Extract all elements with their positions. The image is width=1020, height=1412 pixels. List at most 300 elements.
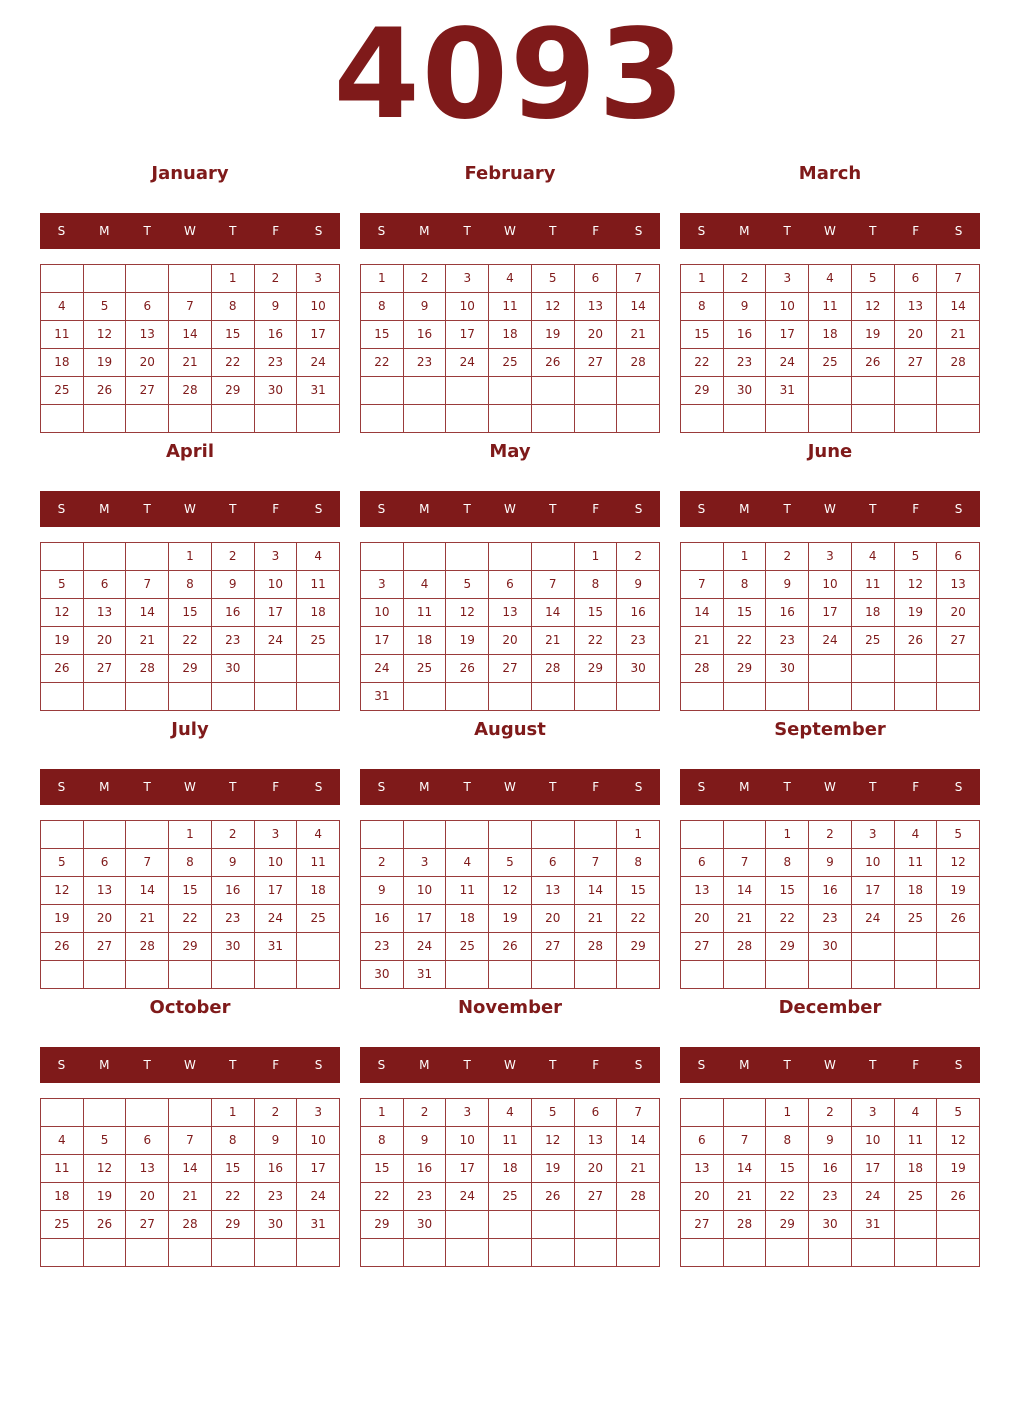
empty-day-cell bbox=[895, 933, 938, 961]
empty-day-cell bbox=[532, 821, 575, 849]
empty-day-cell bbox=[361, 821, 404, 849]
day-cell: 13 bbox=[489, 599, 532, 627]
day-cell: 10 bbox=[255, 849, 298, 877]
empty-day-cell bbox=[532, 543, 575, 571]
day-cell: 4 bbox=[489, 1099, 532, 1127]
empty-day-cell bbox=[532, 1211, 575, 1239]
day-cell: 14 bbox=[169, 1155, 212, 1183]
month-name: February bbox=[464, 163, 556, 184]
day-cell: 12 bbox=[84, 1155, 127, 1183]
day-cell: 22 bbox=[766, 905, 809, 933]
day-cell: 3 bbox=[255, 543, 298, 571]
day-cell: 10 bbox=[404, 877, 447, 905]
weekday-label: S bbox=[954, 224, 963, 238]
weekday-label: W bbox=[184, 224, 196, 238]
day-cell: 7 bbox=[126, 849, 169, 877]
month-name: November bbox=[457, 997, 563, 1018]
weekday-label: F bbox=[592, 224, 600, 238]
day-cell: 18 bbox=[297, 599, 340, 627]
empty-day-cell bbox=[937, 655, 980, 683]
day-cell: 20 bbox=[681, 1183, 724, 1211]
day-cell: 22 bbox=[681, 349, 724, 377]
day-cell: 7 bbox=[532, 571, 575, 599]
day-cell: 17 bbox=[446, 1155, 489, 1183]
empty-day-cell bbox=[84, 543, 127, 571]
day-cell: 19 bbox=[532, 321, 575, 349]
day-cell: 22 bbox=[766, 1183, 809, 1211]
day-cell: 18 bbox=[895, 877, 938, 905]
day-cell: 3 bbox=[297, 265, 340, 293]
empty-day-cell bbox=[255, 405, 298, 433]
empty-day-cell bbox=[617, 683, 660, 711]
weekday-label: T bbox=[783, 224, 791, 238]
empty-day-cell bbox=[575, 961, 618, 989]
day-cell: 21 bbox=[169, 1183, 212, 1211]
day-cell: 5 bbox=[446, 571, 489, 599]
weekday-label: S bbox=[377, 224, 386, 238]
weekday-header bbox=[360, 491, 660, 527]
day-cell: 15 bbox=[212, 1155, 255, 1183]
day-cell: 19 bbox=[446, 627, 489, 655]
day-cell: 13 bbox=[126, 321, 169, 349]
day-cell: 24 bbox=[852, 905, 895, 933]
day-grid bbox=[680, 1098, 980, 1267]
day-cell: 9 bbox=[255, 1127, 298, 1155]
day-cell: 16 bbox=[809, 877, 852, 905]
weekday-label: S bbox=[697, 780, 706, 794]
day-grid bbox=[40, 542, 340, 711]
day-cell: 24 bbox=[852, 1183, 895, 1211]
weekday-label: W bbox=[184, 780, 196, 794]
empty-day-cell bbox=[575, 377, 618, 405]
day-cell: 28 bbox=[126, 933, 169, 961]
day-cell: 10 bbox=[809, 571, 852, 599]
empty-day-cell bbox=[809, 683, 852, 711]
weekday-label: T bbox=[229, 780, 237, 794]
day-cell: 20 bbox=[895, 321, 938, 349]
weekday-header bbox=[40, 213, 340, 249]
day-cell: 22 bbox=[212, 349, 255, 377]
day-cell: 21 bbox=[532, 627, 575, 655]
empty-day-cell bbox=[575, 1211, 618, 1239]
day-cell: 14 bbox=[724, 877, 767, 905]
day-cell: 8 bbox=[617, 849, 660, 877]
empty-day-cell bbox=[681, 543, 724, 571]
day-cell: 23 bbox=[255, 349, 298, 377]
day-cell: 30 bbox=[255, 1211, 298, 1239]
day-cell: 27 bbox=[895, 349, 938, 377]
empty-day-cell bbox=[84, 1239, 127, 1267]
empty-day-cell bbox=[126, 543, 169, 571]
month-september bbox=[680, 715, 980, 989]
day-cell: 12 bbox=[895, 571, 938, 599]
month-february bbox=[360, 159, 660, 433]
day-cell: 8 bbox=[361, 1127, 404, 1155]
empty-day-cell bbox=[937, 933, 980, 961]
month-november bbox=[360, 993, 660, 1267]
empty-day-cell bbox=[361, 1239, 404, 1267]
weekday-label: S bbox=[634, 224, 643, 238]
day-cell: 23 bbox=[212, 627, 255, 655]
day-cell: 16 bbox=[212, 877, 255, 905]
empty-day-cell bbox=[895, 377, 938, 405]
day-cell: 15 bbox=[575, 599, 618, 627]
day-cell: 27 bbox=[84, 933, 127, 961]
weekday-label: W bbox=[824, 1058, 836, 1072]
month-october bbox=[40, 993, 340, 1267]
day-cell: 10 bbox=[852, 1127, 895, 1155]
weekday-label: W bbox=[824, 224, 836, 238]
day-cell: 13 bbox=[895, 293, 938, 321]
empty-day-cell bbox=[212, 683, 255, 711]
weekday-label: S bbox=[954, 1058, 963, 1072]
day-cell: 15 bbox=[212, 321, 255, 349]
day-cell: 19 bbox=[852, 321, 895, 349]
day-cell: 26 bbox=[41, 933, 84, 961]
weekday-label: F bbox=[912, 1058, 920, 1072]
day-cell: 22 bbox=[724, 627, 767, 655]
empty-day-cell bbox=[895, 405, 938, 433]
day-cell: 22 bbox=[361, 1183, 404, 1211]
day-cell: 11 bbox=[852, 571, 895, 599]
day-cell: 29 bbox=[766, 1211, 809, 1239]
day-cell: 1 bbox=[361, 265, 404, 293]
weekday-label: T bbox=[229, 502, 237, 516]
day-cell: 9 bbox=[617, 571, 660, 599]
day-cell: 17 bbox=[297, 1155, 340, 1183]
day-cell: 8 bbox=[766, 1127, 809, 1155]
empty-day-cell bbox=[41, 683, 84, 711]
day-cell: 3 bbox=[255, 821, 298, 849]
day-cell: 6 bbox=[575, 1099, 618, 1127]
weekday-label: T bbox=[549, 1058, 557, 1072]
weekday-header bbox=[360, 213, 660, 249]
day-cell: 15 bbox=[766, 877, 809, 905]
day-cell: 30 bbox=[255, 377, 298, 405]
day-cell: 28 bbox=[575, 933, 618, 961]
day-cell: 18 bbox=[489, 1155, 532, 1183]
day-cell: 7 bbox=[681, 571, 724, 599]
day-cell: 12 bbox=[489, 877, 532, 905]
day-cell: 25 bbox=[446, 933, 489, 961]
day-cell: 6 bbox=[532, 849, 575, 877]
day-cell: 14 bbox=[724, 1155, 767, 1183]
day-cell: 28 bbox=[532, 655, 575, 683]
empty-day-cell bbox=[255, 1239, 298, 1267]
day-cell: 13 bbox=[84, 877, 127, 905]
day-cell: 26 bbox=[852, 349, 895, 377]
day-cell: 24 bbox=[766, 349, 809, 377]
day-cell: 8 bbox=[169, 849, 212, 877]
weekday-label: S bbox=[377, 1058, 386, 1072]
day-cell: 3 bbox=[766, 265, 809, 293]
empty-day-cell bbox=[809, 655, 852, 683]
empty-day-cell bbox=[575, 1239, 618, 1267]
day-cell: 2 bbox=[809, 1099, 852, 1127]
day-cell: 10 bbox=[255, 571, 298, 599]
day-cell: 10 bbox=[852, 849, 895, 877]
day-cell: 11 bbox=[297, 571, 340, 599]
empty-day-cell bbox=[41, 961, 84, 989]
weekday-label: S bbox=[954, 502, 963, 516]
day-cell: 18 bbox=[895, 1155, 938, 1183]
day-cell: 28 bbox=[169, 377, 212, 405]
day-cell: 7 bbox=[575, 849, 618, 877]
day-cell: 28 bbox=[724, 1211, 767, 1239]
empty-day-cell bbox=[41, 543, 84, 571]
weekday-label: M bbox=[419, 1058, 430, 1072]
day-cell: 2 bbox=[809, 821, 852, 849]
weekday-label: M bbox=[739, 780, 750, 794]
day-cell: 30 bbox=[809, 933, 852, 961]
empty-day-cell bbox=[404, 1239, 447, 1267]
day-cell: 14 bbox=[681, 599, 724, 627]
weekday-label: F bbox=[592, 1058, 600, 1072]
day-cell: 14 bbox=[937, 293, 980, 321]
day-grid bbox=[680, 542, 980, 711]
weekday-label: T bbox=[463, 1058, 471, 1072]
day-cell: 15 bbox=[361, 321, 404, 349]
day-cell: 27 bbox=[681, 1211, 724, 1239]
weekday-label: T bbox=[869, 1058, 877, 1072]
empty-day-cell bbox=[126, 961, 169, 989]
day-cell: 4 bbox=[297, 821, 340, 849]
empty-day-cell bbox=[681, 961, 724, 989]
day-cell: 25 bbox=[404, 655, 447, 683]
day-cell: 24 bbox=[255, 627, 298, 655]
weekday-label: S bbox=[954, 780, 963, 794]
day-cell: 2 bbox=[361, 849, 404, 877]
empty-day-cell bbox=[724, 821, 767, 849]
day-cell: 14 bbox=[617, 1127, 660, 1155]
weekday-label: T bbox=[549, 502, 557, 516]
empty-day-cell bbox=[169, 265, 212, 293]
day-cell: 2 bbox=[766, 543, 809, 571]
empty-day-cell bbox=[212, 1239, 255, 1267]
day-cell: 15 bbox=[169, 877, 212, 905]
empty-day-cell bbox=[617, 961, 660, 989]
empty-day-cell bbox=[617, 1239, 660, 1267]
day-cell: 19 bbox=[41, 905, 84, 933]
weekday-label: W bbox=[504, 502, 516, 516]
day-cell: 1 bbox=[617, 821, 660, 849]
day-cell: 27 bbox=[681, 933, 724, 961]
empty-day-cell bbox=[895, 1211, 938, 1239]
day-cell: 12 bbox=[41, 877, 84, 905]
day-cell: 8 bbox=[361, 293, 404, 321]
day-cell: 3 bbox=[297, 1099, 340, 1127]
day-cell: 18 bbox=[852, 599, 895, 627]
day-cell: 2 bbox=[255, 1099, 298, 1127]
day-cell: 24 bbox=[404, 933, 447, 961]
empty-day-cell bbox=[575, 683, 618, 711]
day-cell: 12 bbox=[937, 849, 980, 877]
day-cell: 5 bbox=[532, 1099, 575, 1127]
day-cell: 6 bbox=[895, 265, 938, 293]
empty-day-cell bbox=[895, 655, 938, 683]
day-cell: 27 bbox=[532, 933, 575, 961]
day-cell: 30 bbox=[361, 961, 404, 989]
day-cell: 20 bbox=[937, 599, 980, 627]
empty-day-cell bbox=[937, 1211, 980, 1239]
empty-day-cell bbox=[724, 1239, 767, 1267]
day-cell: 11 bbox=[297, 849, 340, 877]
day-cell: 25 bbox=[489, 1183, 532, 1211]
day-cell: 13 bbox=[575, 293, 618, 321]
empty-day-cell bbox=[169, 405, 212, 433]
weekday-label: W bbox=[504, 1058, 516, 1072]
weekday-label: T bbox=[549, 780, 557, 794]
day-cell: 13 bbox=[84, 599, 127, 627]
empty-day-cell bbox=[489, 683, 532, 711]
empty-day-cell bbox=[852, 655, 895, 683]
empty-day-cell bbox=[617, 1211, 660, 1239]
weekday-label: M bbox=[419, 780, 430, 794]
day-cell: 18 bbox=[297, 877, 340, 905]
empty-day-cell bbox=[489, 377, 532, 405]
day-cell: 3 bbox=[852, 1099, 895, 1127]
day-cell: 8 bbox=[212, 293, 255, 321]
day-cell: 28 bbox=[937, 349, 980, 377]
day-cell: 20 bbox=[681, 905, 724, 933]
weekday-label: M bbox=[739, 224, 750, 238]
day-grid bbox=[680, 264, 980, 433]
empty-day-cell bbox=[937, 961, 980, 989]
day-cell: 21 bbox=[126, 627, 169, 655]
day-cell: 4 bbox=[489, 265, 532, 293]
day-cell: 31 bbox=[297, 377, 340, 405]
day-cell: 29 bbox=[361, 1211, 404, 1239]
day-cell: 9 bbox=[255, 293, 298, 321]
empty-day-cell bbox=[489, 961, 532, 989]
day-cell: 22 bbox=[212, 1183, 255, 1211]
weekday-header bbox=[360, 1047, 660, 1083]
day-cell: 23 bbox=[766, 627, 809, 655]
day-cell: 25 bbox=[297, 905, 340, 933]
day-cell: 26 bbox=[489, 933, 532, 961]
weekday-label: S bbox=[314, 1058, 323, 1072]
day-cell: 20 bbox=[126, 1183, 169, 1211]
month-june bbox=[680, 437, 980, 711]
day-cell: 30 bbox=[766, 655, 809, 683]
month-name: August bbox=[474, 719, 546, 740]
weekday-label: T bbox=[783, 502, 791, 516]
day-cell: 25 bbox=[297, 627, 340, 655]
day-cell: 20 bbox=[489, 627, 532, 655]
day-grid bbox=[360, 820, 660, 989]
empty-day-cell bbox=[617, 405, 660, 433]
empty-day-cell bbox=[766, 683, 809, 711]
empty-day-cell bbox=[489, 543, 532, 571]
day-cell: 7 bbox=[724, 1127, 767, 1155]
weekday-label: S bbox=[314, 502, 323, 516]
day-cell: 19 bbox=[895, 599, 938, 627]
day-cell: 5 bbox=[489, 849, 532, 877]
empty-day-cell bbox=[361, 377, 404, 405]
day-cell: 1 bbox=[575, 543, 618, 571]
day-cell: 13 bbox=[937, 571, 980, 599]
day-cell: 24 bbox=[297, 349, 340, 377]
empty-day-cell bbox=[84, 405, 127, 433]
empty-day-cell bbox=[489, 1239, 532, 1267]
day-cell: 1 bbox=[766, 821, 809, 849]
day-cell: 16 bbox=[404, 1155, 447, 1183]
weekday-label: F bbox=[592, 502, 600, 516]
day-cell: 27 bbox=[126, 1211, 169, 1239]
day-cell: 2 bbox=[212, 543, 255, 571]
weekday-label: M bbox=[419, 224, 430, 238]
day-cell: 16 bbox=[212, 599, 255, 627]
empty-day-cell bbox=[809, 405, 852, 433]
day-cell: 30 bbox=[212, 655, 255, 683]
weekday-label: F bbox=[272, 224, 280, 238]
weekday-label: T bbox=[463, 502, 471, 516]
day-cell: 22 bbox=[169, 905, 212, 933]
empty-day-cell bbox=[617, 377, 660, 405]
day-cell: 6 bbox=[681, 1127, 724, 1155]
day-cell: 27 bbox=[126, 377, 169, 405]
empty-day-cell bbox=[532, 405, 575, 433]
day-cell: 9 bbox=[809, 1127, 852, 1155]
day-cell: 9 bbox=[766, 571, 809, 599]
day-cell: 28 bbox=[681, 655, 724, 683]
day-cell: 10 bbox=[446, 293, 489, 321]
weekday-label: M bbox=[99, 502, 110, 516]
day-cell: 3 bbox=[446, 1099, 489, 1127]
day-cell: 16 bbox=[255, 321, 298, 349]
day-cell: 30 bbox=[809, 1211, 852, 1239]
day-cell: 12 bbox=[532, 293, 575, 321]
day-cell: 16 bbox=[361, 905, 404, 933]
empty-day-cell bbox=[532, 961, 575, 989]
empty-day-cell bbox=[895, 961, 938, 989]
empty-day-cell bbox=[84, 1099, 127, 1127]
empty-day-cell bbox=[255, 961, 298, 989]
empty-day-cell bbox=[852, 1239, 895, 1267]
day-cell: 30 bbox=[617, 655, 660, 683]
weekday-label: M bbox=[739, 1058, 750, 1072]
empty-day-cell bbox=[41, 1239, 84, 1267]
weekday-label: T bbox=[783, 780, 791, 794]
day-cell: 6 bbox=[681, 849, 724, 877]
empty-day-cell bbox=[169, 683, 212, 711]
day-cell: 26 bbox=[532, 1183, 575, 1211]
empty-day-cell bbox=[404, 683, 447, 711]
empty-day-cell bbox=[84, 961, 127, 989]
empty-day-cell bbox=[84, 683, 127, 711]
empty-day-cell bbox=[724, 1099, 767, 1127]
month-august bbox=[360, 715, 660, 989]
day-cell: 10 bbox=[297, 293, 340, 321]
empty-day-cell bbox=[41, 265, 84, 293]
empty-day-cell bbox=[575, 405, 618, 433]
day-cell: 2 bbox=[404, 265, 447, 293]
weekday-label: W bbox=[184, 1058, 196, 1072]
day-cell: 27 bbox=[84, 655, 127, 683]
day-cell: 20 bbox=[532, 905, 575, 933]
day-cell: 21 bbox=[617, 1155, 660, 1183]
day-cell: 23 bbox=[617, 627, 660, 655]
day-cell: 18 bbox=[41, 1183, 84, 1211]
empty-day-cell bbox=[852, 377, 895, 405]
day-cell: 22 bbox=[361, 349, 404, 377]
day-cell: 11 bbox=[404, 599, 447, 627]
day-cell: 10 bbox=[297, 1127, 340, 1155]
day-cell: 5 bbox=[937, 1099, 980, 1127]
month-may bbox=[360, 437, 660, 711]
day-cell: 7 bbox=[617, 1099, 660, 1127]
day-cell: 21 bbox=[126, 905, 169, 933]
